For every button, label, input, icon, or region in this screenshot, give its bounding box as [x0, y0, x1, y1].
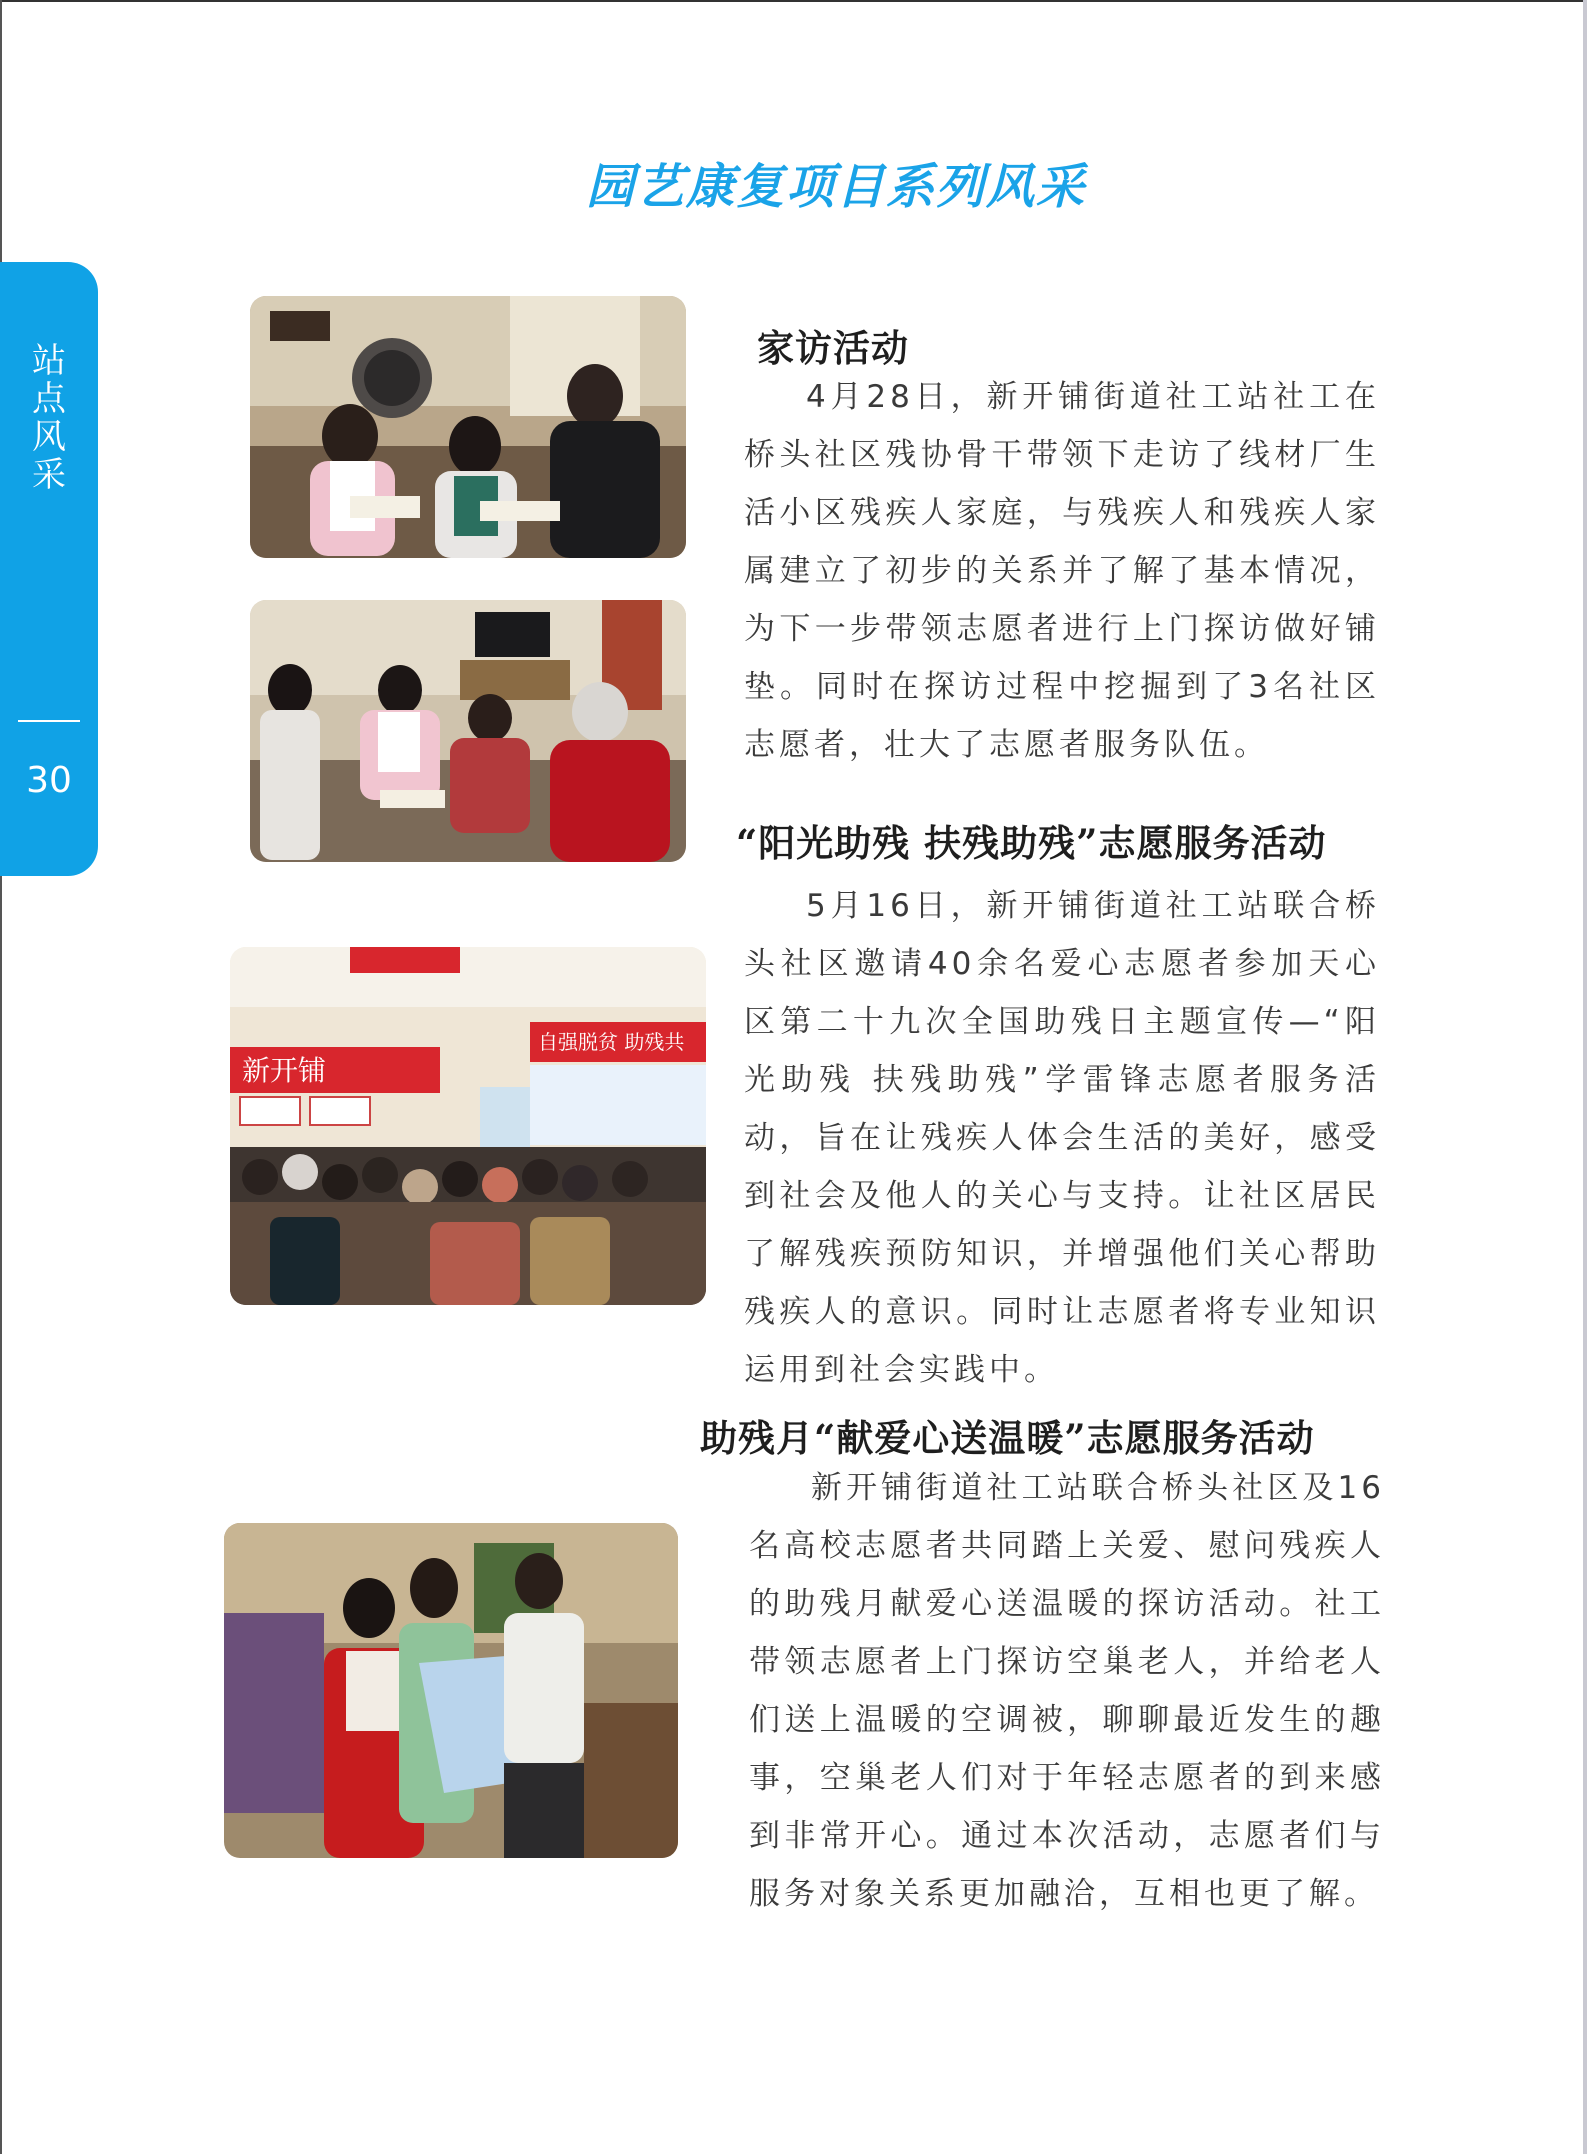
page-number: 30 [26, 760, 72, 801]
photo-quilt-delivery [224, 1523, 678, 1858]
section-body-sunshine: 5月16日，新开铺街道社工站联合桥头社区邀请40余名爱心志愿者参加天心区第二十九次全国助残日主题宣传—“阳光助残 扶残助残”学雷锋志愿者服务活动，旨在让残疾人体会生活的美好，感受到社会及他人的关心与支持。让社区居民了解残疾预防知识，并增强他们关心帮助残疾人的意识。同时让志愿者将专业知识运用到社会实践中。 [744, 888, 1380, 1388]
section-heading-warmth: 助残月“献爱心送温暖”志愿服务活动 [700, 1416, 1315, 1460]
side-tab-char: 风 [32, 417, 66, 457]
side-tab-char: 采 [32, 455, 66, 495]
section-heading-sunshine: “阳光助残 扶残助残”志愿服务活动 [736, 821, 1327, 865]
photo-volunteer-event-image [230, 947, 706, 1305]
page-border-right [1583, 0, 1587, 2154]
photo-volunteer-event [230, 947, 706, 1305]
section-body-warmth: 新开铺街道社工站联合桥头社区及16名高校志愿者共同踏上关爱、慰问残疾人的助残月献爱心送温暖的探访活动。社工带领志愿者上门探访空巢老人，并给老人们送上温暖的空调被，聊聊最近发生的趣事，空巢老人们对于年轻志愿者的到来感到非常开心。通过本次活动，志愿者们与服务对象关系更加融洽，互相也更了解。 [749, 1470, 1385, 1912]
section-body-home-visit: 4月28日，新开铺街道社工站社工在桥头社区残协骨干带领下走访了线材厂生活小区残疾人家庭，与残疾人和残疾人家属建立了初步的关系并了解了基本情况，为下一步带领志愿者进行上门探访做好铺垫。同时在探访过程中挖掘到了3名社区志愿者，壮大了志愿者服务队伍。 [744, 379, 1380, 763]
side-tab [0, 262, 98, 876]
photo-home-visit-1 [250, 296, 686, 558]
side-tab-char: 点 [32, 379, 66, 419]
side-tab-char: 站 [32, 341, 66, 381]
photo-quilt-delivery-image [224, 1523, 678, 1858]
page-border-top [0, 0, 1587, 2]
photo-home-visit-2 [250, 600, 686, 862]
photo-home-visit-2-image [250, 600, 686, 862]
photo-home-visit-1-image [250, 296, 686, 558]
side-tab-divider [18, 720, 80, 722]
photo-banner-right: 自强脱贫 助残共 [538, 1030, 685, 1054]
side-tab-label [0, 342, 98, 494]
section-heading-home-visit: 家访活动 [757, 326, 909, 370]
photo-banner-left: 新开铺 [242, 1054, 327, 1087]
page-title: 园艺康复项目系列风采 [585, 159, 1086, 215]
